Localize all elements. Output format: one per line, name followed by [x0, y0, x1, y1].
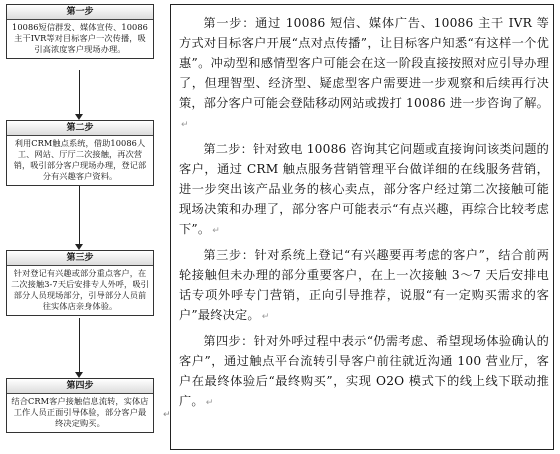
- step-text: 结合CRM客户接触信息流转，实体店工作人员正面引导体验，部分客户最终决定购买。: [11, 396, 149, 428]
- paragraph-text: 第三步：针对系统上登记“有兴趣要再考虑的客户”，结合前两轮接触但未办理的部分重要客户，在上一次接触 3～7 天后安排电话专项外呼专门营销，正向引导推荐，说服“有一定购买需求的客户”最终决定。: [179, 248, 549, 322]
- paragraph-text: 第四步：针对外呼过程中表示“仍需考虑、希望现场体验确认的客户”，通过触点平台流转引导客户前往就近沟通 100 营业厅，客户在最终体验后“最终购买”，实现 O2O 模式下的线上线下联动推广。: [179, 334, 549, 408]
- paragraph-step-3: [179, 245, 549, 327]
- step-title: 第三步: [7, 251, 153, 266]
- connector-line: [79, 70, 80, 114]
- step-title: 第一步: [7, 5, 153, 20]
- connector-line: [79, 186, 80, 244]
- paragraph-text: 第一步：通过 10086 短信、媒体广告、10086 主干 IVR 等方式对目标客户开展“点对点传播”，让目标客户知悉“有这样一个优惠”。冲动型和感情型客户可能会在这一阶段直接按照对应引导办理了，但理智型、经济型、疑虑型客户需要进一步观察和后续再行决策，部分客户可能会登陆移动网站或拨打 10086 进一步咨询了解。: [179, 16, 549, 110]
- step-box-2: [6, 120, 154, 186]
- step-box-3: [6, 250, 154, 316]
- paragraph-mark: ↵: [212, 226, 220, 236]
- paragraph-step-1: [179, 13, 549, 135]
- step-title: 第四步: [7, 379, 153, 394]
- paragraph-text: 第二步：针对致电 10086 咨询其它问题或直接询问该类问题的客户，通过 CRM 触点服务营销管理平台做详细的在线服务营销，进一步突出该产品业务的核心卖点，部分客户经过第二次接触可能现场决策和办理了，部分客户可能表示“有点兴趣，再综合比较考虑下”。: [179, 142, 549, 236]
- description-panel: [170, 4, 554, 450]
- step-title: 第二步: [7, 121, 153, 136]
- step-text: 10086短信群发、媒体宣传、10086主干IVR等对目标客户一次传播，吸引高浓度客户现场办理。: [12, 22, 148, 54]
- paragraph-mark: ↵: [205, 398, 214, 408]
- paragraph-step-4: [179, 331, 549, 413]
- step-text: 利用CRM触点系统，借助10086人工、网站、厅厅二次接触，再次营销，吸引部分客户现场办理，登记部分有兴趣客户资料。: [13, 138, 147, 181]
- step-box-1: [6, 4, 154, 59]
- paragraph-step-2: [179, 139, 549, 241]
- connector-line: [79, 318, 80, 372]
- step-text: 针对登记有兴趣或部分重点客户，在二次接触3-7天后安排专人外呼，吸引部分人员现场部分，引导部分人员前往实体店亲身体验。: [11, 268, 149, 311]
- flowchart: [0, 0, 165, 454]
- step-box-4: [6, 378, 154, 433]
- paragraph-mark: ↵: [163, 410, 171, 420]
- paragraph-mark: ↵: [261, 312, 270, 322]
- paragraph-mark: ↵: [181, 120, 189, 130]
